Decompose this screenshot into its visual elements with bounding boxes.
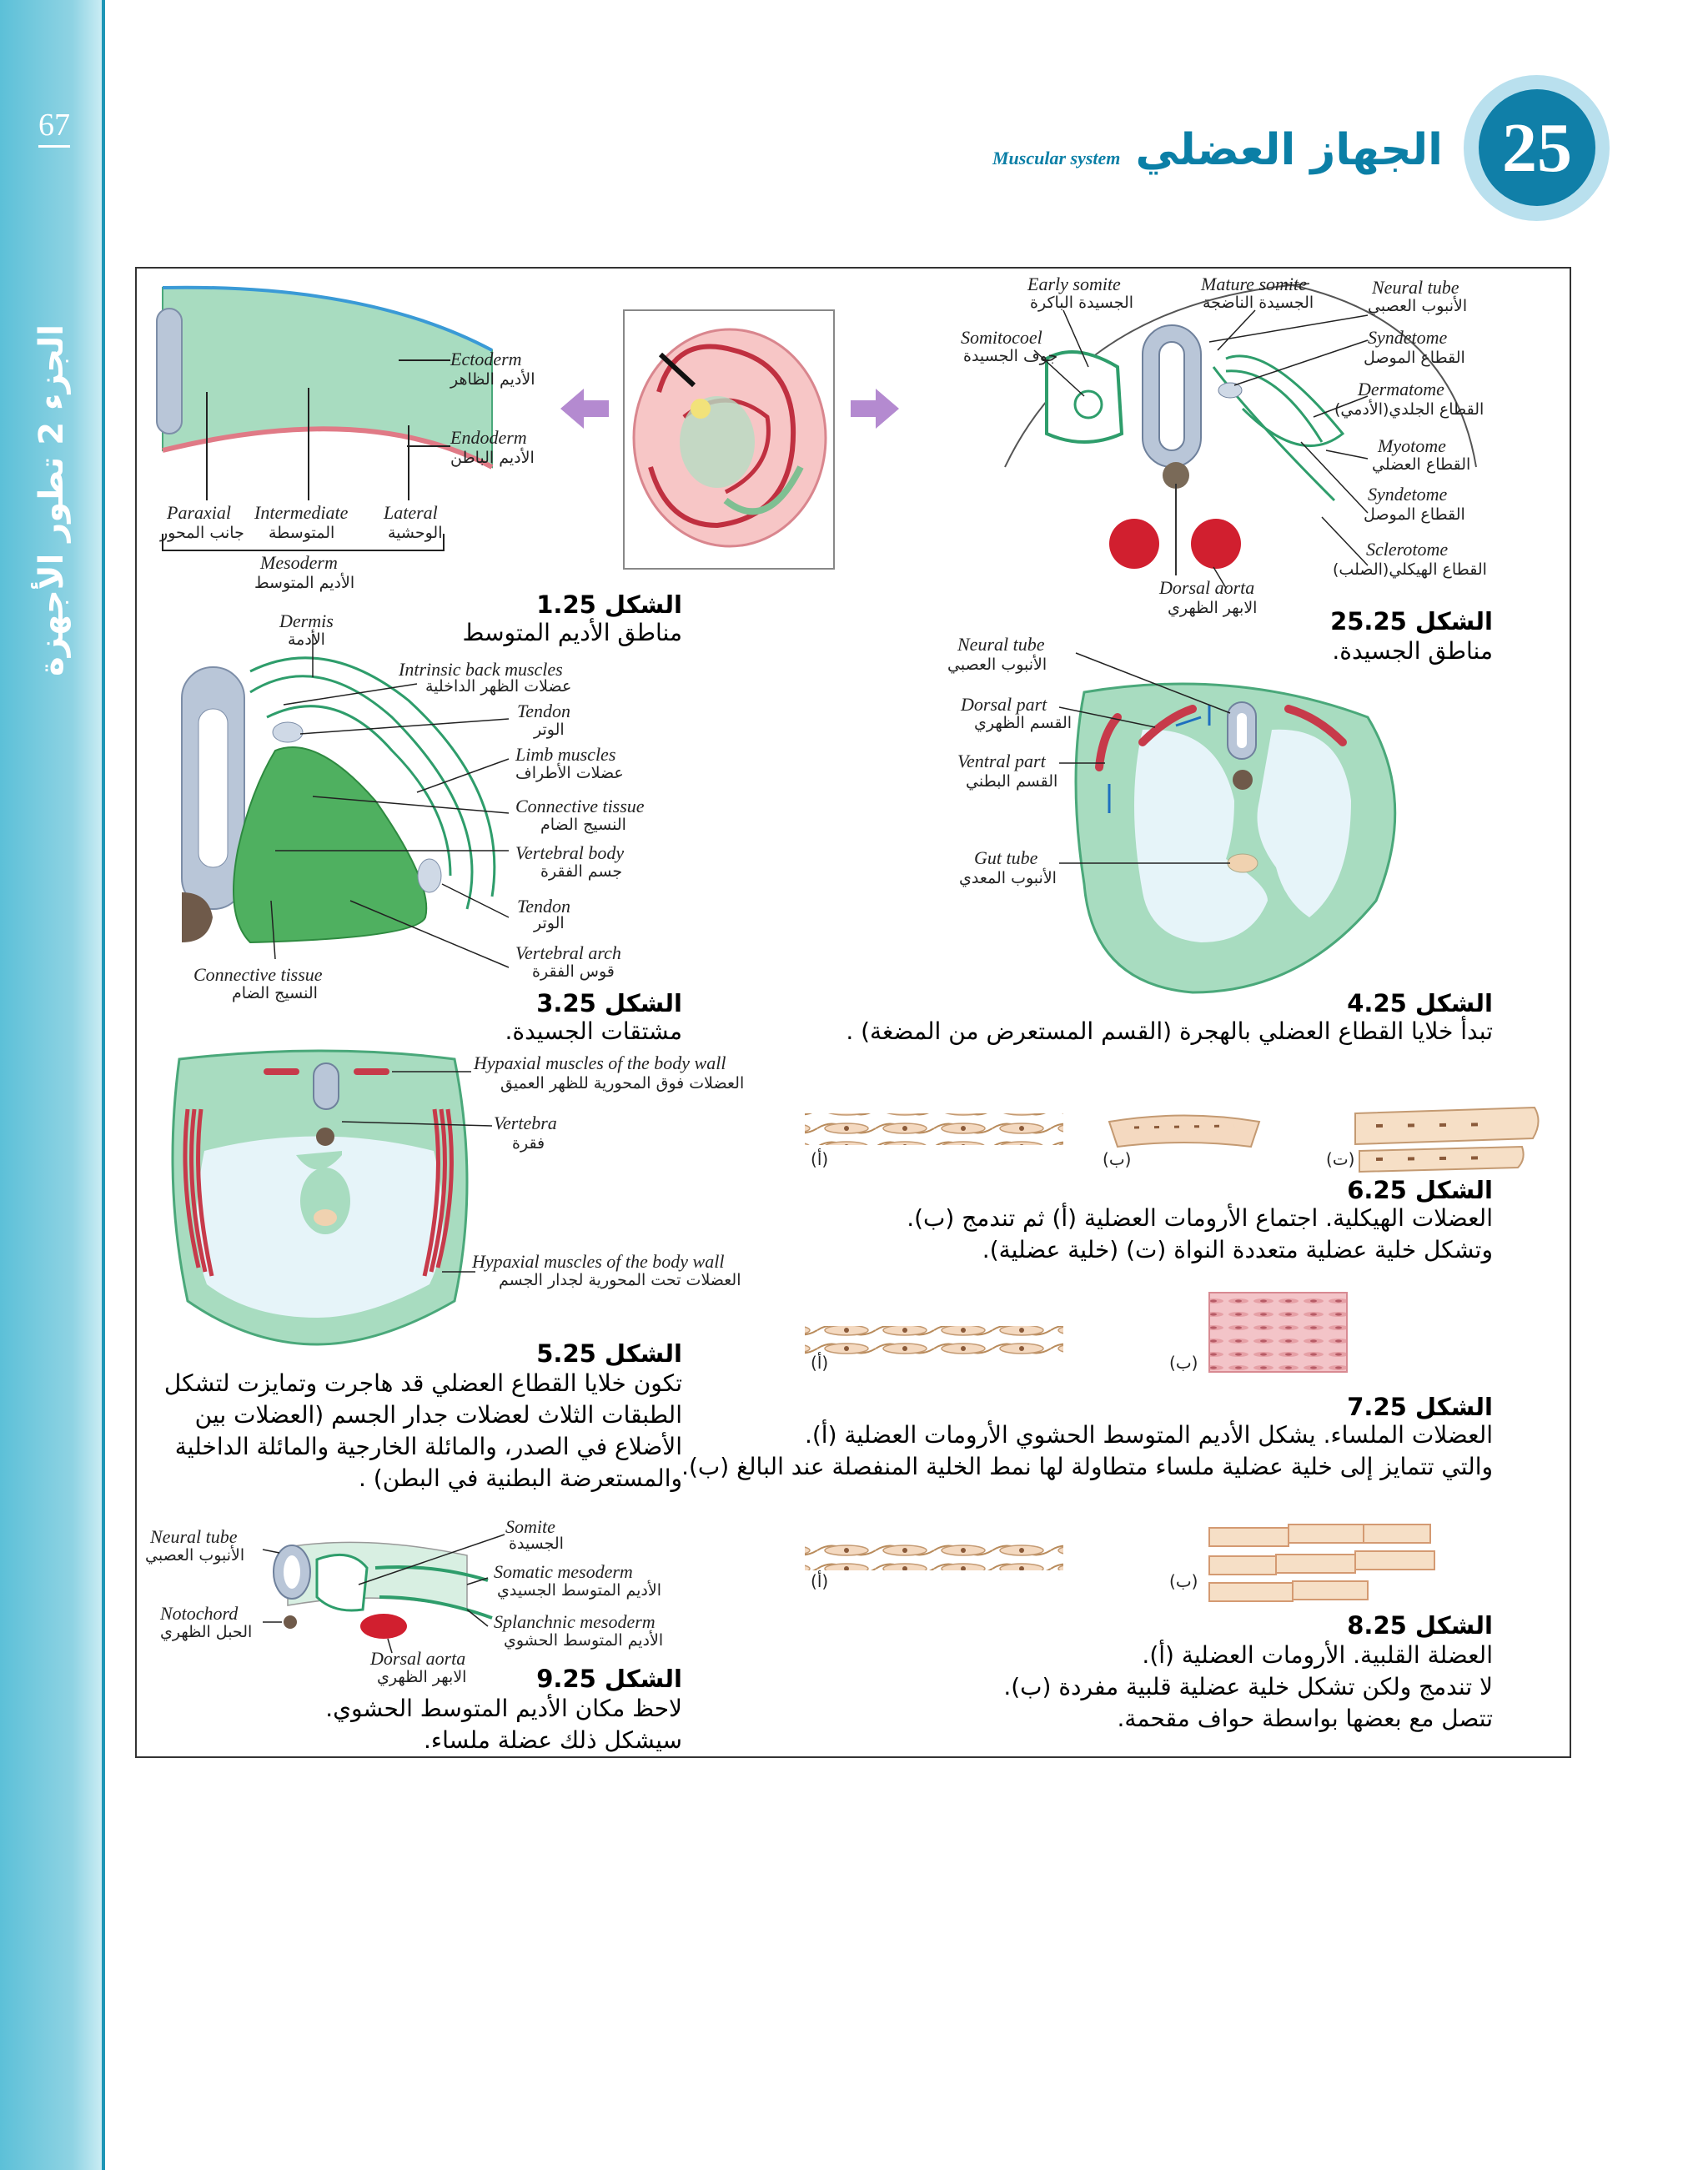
label-limb-ar: عضلات الأطراف [515,764,624,782]
chapter-title-en: Muscular system [992,148,1121,168]
label-gut-tube-en: Gut tube [974,847,1038,868]
label-dermis-en: Dermis [279,610,334,631]
label-somatic-ar: الأديم المتوسط الجسيدي [497,1581,662,1600]
fig625-label: الشكل 6.25 [1347,1176,1493,1204]
embryo-illustration [624,310,834,569]
label-4-neural-tube-ar: الأنبوب العصبي [947,656,1047,674]
label-hypaxial-top-en: Hypaxial muscles of the body wall [474,1052,726,1073]
fig725-label: الشكل 7.25 [1347,1393,1493,1421]
fig325-label: الشكل 3.25 [536,989,682,1017]
label-myotome-en: Myotome [1378,435,1446,456]
fig525-caption [164,1368,682,1494]
label-syndetome-ar: القطاع الموصل [1364,349,1465,367]
label-dermis-ar: الأدمة [288,630,325,649]
label-somite-en: Somite [505,1516,555,1537]
label-vertebral-body-en: Vertebral body [515,842,625,863]
label-9-neural-tube-en: Neural tube [150,1526,238,1547]
fig625-panels [805,1108,1539,1172]
fig425-diagram [1059,653,1395,992]
fig825-panels [805,1525,1434,1601]
fig525-caption-line: الطبقات الثلاث لعضلات جدار الجسم (العضلات بين [194,1401,682,1429]
fig925-caption-line: لاحظ مكان الأديم المتوسط الحشوي. [325,1695,682,1722]
label-ectoderm-en: Ectoderm [450,349,522,369]
label-syndetome-en: Syndetome [1368,327,1448,348]
label-connective-ar: النسيج الضام [540,816,626,834]
label-tendon-ar: الوتر [534,721,565,739]
label-9-neural-tube-ar: الأنبوب العصبي [145,1546,245,1565]
label-dorsal-part-en: Dorsal part [961,694,1047,715]
fig225-caption: مناطق الجسيدة. [1332,637,1493,665]
label-ventral-part-ar: القسم البطني [966,772,1058,791]
fig925-diagram [263,1535,505,1653]
label-mesoderm-ar: الأديم المتوسط [254,574,355,592]
right-arrow [851,389,899,429]
fig725-panels [805,1293,1347,1372]
fig825-label: الشكل 8.25 [1347,1611,1493,1640]
label-notochord-en: Notochord [160,1603,239,1624]
label-connective2-en: Connective tissue [193,964,323,985]
label-splanchnic-ar: الأديم المتوسط الحشوي [504,1631,664,1650]
label-vertebral-arch-en: Vertebral arch [515,942,621,963]
label-endoderm-ar: الأديم الباطن [450,449,535,467]
label-somite-ar: الجسيدة [509,1535,564,1553]
fig725-caption [681,1419,1493,1483]
label-connective-en: Connective tissue [515,796,645,816]
fig725-caption-line: والتي تتمايز إلى خلية عضلية ملساء متطاولة لها نمط الخلية المنفصلة عند البالغ (ب). [681,1453,1493,1480]
label-4-neural-tube-en: Neural tube [957,634,1045,655]
fig625-panel-a: (أ) [811,1149,829,1169]
label-connective2-ar: النسيج الضام [232,984,318,1002]
label-gut-tube-ar: الأنبوب المعدي [959,869,1057,887]
label-tendon2-ar: الوتر [534,914,565,932]
fig625-caption-line: وتشكل خلية عضلية متعددة النواة (ت) (خلية عضلية). [982,1236,1493,1263]
fig425-caption: تبدأ خلايا القطاع العضلي بالهجرة (القسم المستعرض من المضغة) . [846,1017,1493,1045]
label-dorsal-aorta-en: Dorsal aorta [1159,577,1255,598]
label-dorsal-part-ar: القسم الظهري [974,714,1073,732]
fig125-label: الشكل 1.25 [536,590,682,619]
fig825-caption-line: تتصل مع بعضها بواسطة حواف مقحمة. [1117,1705,1493,1732]
fig925-caption-line: سيشكل ذلك عضلة ملساء. [424,1726,682,1754]
label-vertebral-arch-ar: قوس الفقرة [532,962,615,981]
label-vertebral-body-ar: جسم الفقرة [540,862,623,881]
fig225-label: الشكل 25.25 [1330,607,1493,635]
fig825-panel-b: (ب) [1169,1571,1198,1591]
label-vertebra-en: Vertebra [494,1113,557,1133]
fig625-caption-line: العضلات الهيكلية. اجتماع الأرومات العضلية (أ) ثم تندمج (ب). [907,1204,1493,1232]
label-somitocoel-ar: جوف الجسيدة [963,347,1058,365]
label-splanchnic-en: Splanchnic mesoderm [494,1611,656,1632]
label-myotome-ar: القطاع العضلي [1372,455,1471,474]
label-intermediate-ar: المتوسطة [269,524,335,542]
label-paraxial-en: Paraxial [167,502,231,523]
label-tendon2-en: Tendon [517,896,570,917]
fig925-caption [325,1693,682,1756]
label-tendon-en: Tendon [517,701,570,721]
fig525-diagram [173,1051,492,1344]
label-somatic-en: Somatic mesoderm [494,1561,633,1582]
page-number: 67 [38,107,70,148]
label-9-dorsal-aorta-ar: الابهر الظهري [377,1668,467,1686]
label-hypaxial-bottom-ar: العضلات تحت المحورية لجدار الجسم [499,1271,741,1289]
label-neural-tube-en: Neural tube [1372,277,1459,298]
label-syndetome2-en: Syndetome [1368,484,1448,505]
label-sclerotome-en: Sclerotome [1366,539,1449,560]
fig825-caption [1003,1640,1493,1735]
label-mature-somite-en: Mature somite [1201,274,1307,294]
fig925-label: الشكل 9.25 [536,1665,682,1693]
fig825-caption-line: لا تندمج ولكن تشكل خلية عضلية قلبية مفردة (ب). [1003,1673,1493,1700]
label-lateral-en: Lateral [384,502,438,523]
label-ventral-part-en: Ventral part [957,751,1046,771]
chapter-title-ar: الجهاز العضلي [1135,125,1443,175]
left-arrow [560,389,609,429]
label-early-somite-en: Early somite [1027,274,1121,294]
fig725-caption-line: العضلات الملساء. يشكل الأديم المتوسط الحشوي الأرومات العضلية (أ). [804,1421,1493,1449]
label-ectoderm-ar: الأديم الظاهر [450,370,535,389]
label-hypaxial-top-ar: العضلات فوق المحورية للظهر العميق [500,1074,745,1093]
label-somitocoel-en: Somitocoel [961,327,1042,348]
chapter-number-badge: 25 [1479,89,1595,206]
label-endoderm-en: Endoderm [450,427,527,448]
label-dermatome-en: Dermatome [1358,379,1444,399]
label-paraxial-ar: جانب المحور [160,524,244,542]
fig525-caption-line: الأضلاع في الصدر، والمائلة الخارجية والمائلة الداخلية [174,1433,682,1460]
fig725-panel-a: (أ) [811,1353,829,1373]
fig825-panel-a: (أ) [811,1571,829,1591]
label-mesoderm-en: Mesoderm [260,552,338,573]
label-limb-en: Limb muscles [515,744,616,765]
fig825-caption-line: العضلة القلبية. الأرومات العضلية (أ). [1142,1641,1493,1669]
fig525-label: الشكل 5.25 [536,1339,682,1368]
label-sclerotome-ar: القطاع الهيكلي(الصلب) [1333,560,1487,579]
sidebar-title: الجزء 2 تطور الأجهزة [33,324,71,676]
label-9-dorsal-aorta-en: Dorsal aorta [370,1648,466,1669]
fig625-panel-b: (ب) [1103,1149,1132,1169]
label-neural-tube-ar: الأنبوب العصبي [1368,297,1468,315]
label-vertebra-ar: فقرة [512,1134,545,1153]
label-hypaxial-bottom-en: Hypaxial muscles of the body wall [472,1251,725,1272]
label-intrinsic-en: Intrinsic back muscles [399,659,563,680]
label-notochord-ar: الحبل الظهري [160,1623,253,1641]
label-lateral-ar: الوحشية [388,524,443,542]
fig625-caption [907,1203,1493,1266]
label-dorsal-aorta-ar: الابهر الظهري [1168,599,1258,617]
label-intrinsic-ar: عضلات الظهر الداخلية [425,677,572,696]
label-intermediate-en: Intermediate [254,502,349,523]
label-mature-somite-ar: الجسيدة الناضجة [1203,294,1314,312]
fig325-caption: مشتقات الجسيدة. [505,1017,682,1045]
fig625-panel-c: (ت) [1326,1149,1355,1169]
label-dermatome-ar: القطاع الجلدي(الأدمي) [1334,400,1484,419]
fig125-caption: مناطق الأديم المتوسط [462,619,682,646]
fig525-caption-line: والمستعرضة البطنية في البطن) . [358,1464,682,1492]
label-early-somite-ar: الجسيدة الباكرة [1030,294,1134,312]
fig725-panel-b: (ب) [1169,1353,1198,1373]
fig525-caption-line: تكون خلايا القطاع العضلي قد هاجرت وتمايزت لتشكل [163,1369,682,1397]
fig425-label: الشكل 4.25 [1347,989,1493,1017]
label-syndetome2-ar: القطاع الموصل [1364,505,1465,524]
